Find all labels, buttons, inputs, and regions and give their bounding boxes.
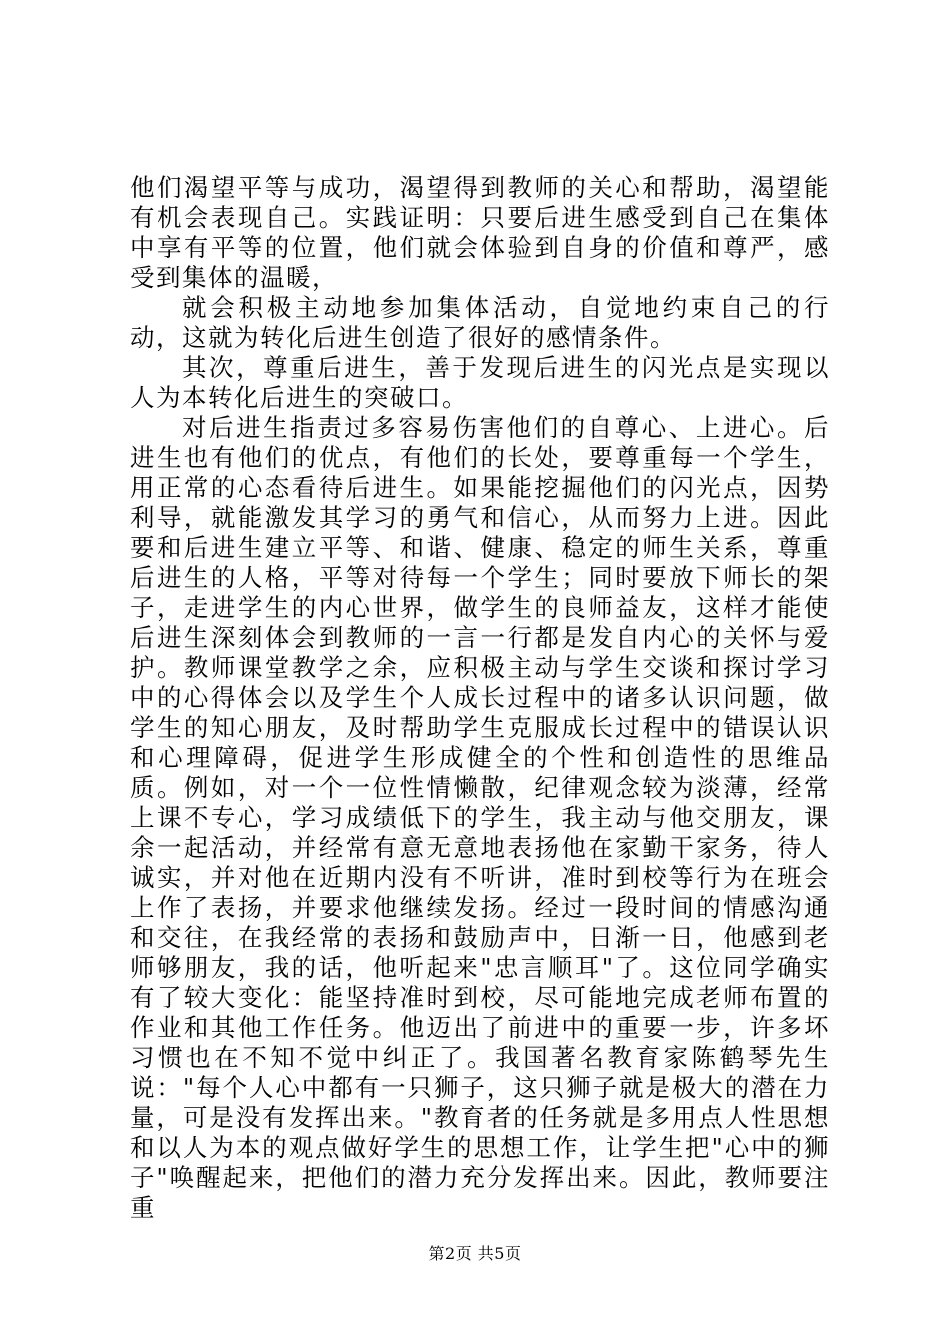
paragraph: 就会积极主动地参加集体活动，自觉地约束自己的行动，这就为转化后进生创造了很好的感情条件。 [130, 293, 830, 352]
document-body [130, 173, 830, 1223]
paragraph: 对后进生指责过多容易伤害他们的自尊心、上进心。后进生也有他们的优点，有他们的长处，要尊重每一个学生，用正常的心态看待后进生。如果能挖掘他们的闪光点，因势利导，就能激发其学习的勇气和信心，从而努力上进。因此要和后进生建立平等、和谐、健康、稳定的师生关系，尊重后进生的人格，平等对待每一个学生；同时要放下师长的架子，走进学生的内心世界，做学生的良师益友，这样才能使后进生深刻体会到教师的一言一行都是发自内心的关怀与爱护。教师课堂教学之余，应积极主动与学生交谈和探讨学习中的心得体会以及学生个人成长过程中的诸多认识问题，做学生的知心朋友，及时帮助学生克服成长过程中的错误认识和心理障碍，促进学生形成健全的个性和创造性的思维品质。例如，对一个一位性情懒散，纪律观念较为淡薄，经常上课不专心，学习成绩低下的学生，我主动与他交朋友，课余一起活动，并经常有意无意地表扬他在家勤干家务，待人诚实，并对他在近期内没有不听讲，准时到校等行为在班会上作了表扬，并要求他继续发扬。经过一段时间的情感沟通和交往，在我经常的表扬和鼓励声中，日渐一日，他感到老师够朋友，我的话，他听起来"忠言顺耳"了。这位同学确实有了较大变化：能坚持准时到校，尽可能地完成老师布置的作业和其他工作任务。他迈出了前进中的重要一步，许多坏习惯也在不知不觉中纠正了。我国著名教育家陈鹤琴先生说："每个人心中都有一只狮子，这只狮子就是极大的潜在力量，可是没有发挥出来。"教育者的任务就是多用点人性思想和以人为本的观点做好学生的思想工作，让学生把"心中的狮子"唤醒起来，把他们的潜力充分发挥出来。因此，教师要注重 [130, 413, 830, 1222]
paragraph-continuation: 他们渴望平等与成功，渴望得到教师的关心和帮助，渴望能有机会表现自己。实践证明：只要后进生感受到自己在集体中享有平等的位置，他们就会体验到自身的价值和尊严，感受到集体的温暖， [130, 173, 830, 292]
page-number-footer: 第2页 共5页 [428, 1244, 522, 1263]
paragraph: 其次，尊重后进生，善于发现后进生的闪光点是实现以人为本转化后进生的突破口。 [130, 353, 830, 412]
